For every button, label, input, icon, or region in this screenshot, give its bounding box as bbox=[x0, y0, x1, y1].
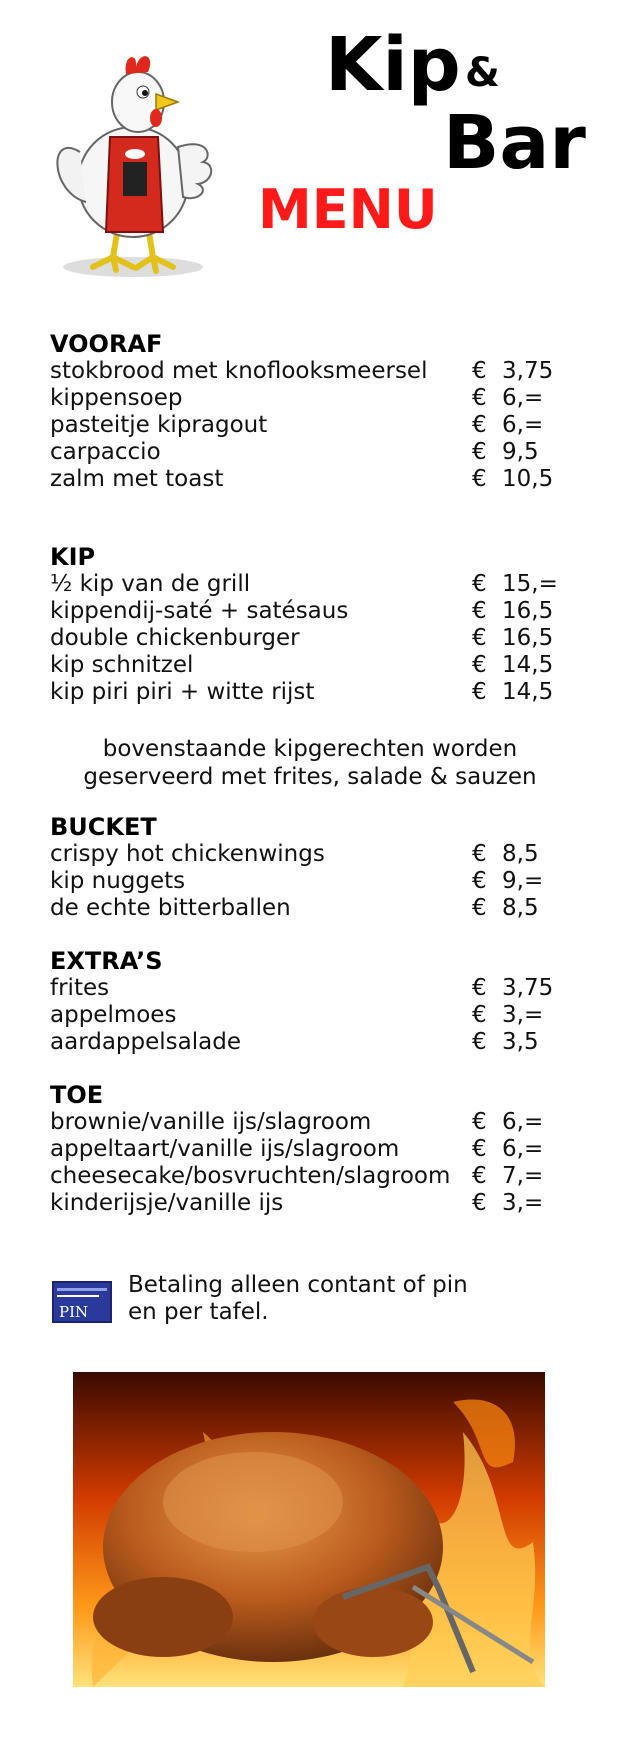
menu-item bbox=[50, 1163, 570, 1190]
item-price: 6,= bbox=[502, 412, 544, 438]
item-price: 15,= bbox=[502, 571, 558, 597]
item-name: kippendij-saté + satésaus bbox=[50, 598, 349, 624]
item-name: kip nuggets bbox=[50, 868, 186, 894]
item-price: 3,= bbox=[502, 1190, 544, 1216]
item-price: 10,5 bbox=[502, 466, 554, 492]
item-name: kinderijsje/vanille ijs bbox=[50, 1190, 284, 1216]
section-kip bbox=[50, 543, 570, 706]
chicken-mascot-logo bbox=[38, 42, 238, 282]
item-price: 9,= bbox=[502, 868, 544, 894]
item-price: 3,75 bbox=[502, 975, 554, 1001]
item-price: 3,= bbox=[502, 1002, 544, 1028]
menu-item bbox=[50, 358, 570, 385]
payment-notice bbox=[128, 1272, 548, 1326]
title-bar: Bar bbox=[443, 100, 586, 186]
item-name: crispy hot chickenwings bbox=[50, 841, 325, 867]
currency-symbol: € bbox=[472, 571, 487, 597]
item-name: carpaccio bbox=[50, 439, 161, 465]
item-name: cheesecake/bosvruchten/slagroom bbox=[50, 1163, 451, 1189]
roast-chicken-photo bbox=[73, 1372, 545, 1687]
item-name: kip piri piri + witte rijst bbox=[50, 679, 315, 705]
menu-item bbox=[50, 439, 570, 466]
item-price: 16,5 bbox=[502, 598, 554, 624]
currency-symbol: € bbox=[472, 466, 487, 492]
item-name: appelmoes bbox=[50, 1002, 177, 1028]
note-line: bovenstaande kipgerechten worden bbox=[102, 736, 518, 762]
section-extras bbox=[50, 947, 570, 1056]
currency-symbol: € bbox=[472, 385, 487, 411]
currency-symbol: € bbox=[472, 841, 487, 867]
currency-symbol: € bbox=[472, 1163, 487, 1189]
item-name: frites bbox=[50, 975, 110, 1001]
menu-item bbox=[50, 1029, 570, 1056]
item-price: 8,5 bbox=[502, 841, 539, 867]
menu-item bbox=[50, 895, 570, 922]
pin-card-icon bbox=[52, 1281, 112, 1323]
currency-symbol: € bbox=[472, 625, 487, 651]
section-toe bbox=[50, 1081, 570, 1217]
section-title: VOORAF bbox=[50, 330, 163, 358]
currency-symbol: € bbox=[472, 1190, 487, 1216]
currency-symbol: € bbox=[472, 1002, 487, 1028]
menu-item bbox=[50, 466, 570, 493]
item-name: brownie/vanille ijs/slagroom bbox=[50, 1109, 372, 1135]
section-title: KIP bbox=[50, 543, 96, 571]
item-price: 7,= bbox=[502, 1163, 544, 1189]
item-name: kippensoep bbox=[50, 385, 183, 411]
item-price: 8,5 bbox=[502, 895, 539, 921]
menu-item bbox=[50, 975, 570, 1002]
item-price: 14,5 bbox=[502, 652, 554, 678]
menu-heading: MENU bbox=[258, 178, 438, 241]
currency-symbol: € bbox=[472, 1136, 487, 1162]
currency-symbol: € bbox=[472, 358, 487, 384]
item-name: ½ kip van de grill bbox=[50, 571, 251, 597]
currency-symbol: € bbox=[472, 439, 487, 465]
item-price: 3,75 bbox=[502, 358, 554, 384]
currency-symbol: € bbox=[472, 868, 487, 894]
menu-item bbox=[50, 1136, 570, 1163]
section-bucket bbox=[50, 813, 570, 922]
section-title: EXTRA’S bbox=[50, 947, 163, 975]
item-name: pasteitje kipragout bbox=[50, 412, 268, 438]
menu-item bbox=[50, 1002, 570, 1029]
title-kip: Kip bbox=[325, 22, 461, 108]
menu-item bbox=[50, 679, 570, 706]
item-price: 6,= bbox=[502, 1109, 544, 1135]
item-price: 16,5 bbox=[502, 625, 554, 651]
section-title: BUCKET bbox=[50, 813, 157, 841]
section-title: TOE bbox=[50, 1081, 104, 1109]
side-dish-note bbox=[50, 735, 570, 791]
currency-symbol: € bbox=[472, 1109, 487, 1135]
menu-item bbox=[50, 841, 570, 868]
pin-icon-label: PIN bbox=[59, 1303, 89, 1321]
item-price: 3,5 bbox=[502, 1029, 539, 1055]
menu-item bbox=[50, 598, 570, 625]
currency-symbol: € bbox=[472, 652, 487, 678]
menu-item bbox=[50, 625, 570, 652]
payment-line: Betaling alleen contant of pin bbox=[128, 1272, 468, 1298]
section-vooraf bbox=[50, 330, 570, 493]
item-name: aardappelsalade bbox=[50, 1029, 241, 1055]
item-name: stokbrood met knoflooksmeersel bbox=[50, 358, 428, 384]
currency-symbol: € bbox=[472, 895, 487, 921]
item-name: de echte bitterballen bbox=[50, 895, 291, 921]
item-price: 6,= bbox=[502, 385, 544, 411]
currency-symbol: € bbox=[472, 412, 487, 438]
menu-item bbox=[50, 1109, 570, 1136]
payment-line: en per tafel. bbox=[128, 1299, 269, 1325]
item-name: kip schnitzel bbox=[50, 652, 194, 678]
item-name: zalm met toast bbox=[50, 466, 224, 492]
currency-symbol: € bbox=[472, 975, 487, 1001]
item-price: 9,5 bbox=[502, 439, 539, 465]
currency-symbol: € bbox=[472, 1029, 487, 1055]
menu-item bbox=[50, 652, 570, 679]
menu-item bbox=[50, 412, 570, 439]
menu-item bbox=[50, 868, 570, 895]
menu-item bbox=[50, 385, 570, 412]
menu-item bbox=[50, 571, 570, 598]
item-name: double chickenburger bbox=[50, 625, 300, 651]
note-line: geserveerd met frites, salade & sauzen bbox=[83, 764, 537, 790]
item-price: 14,5 bbox=[502, 679, 554, 705]
menu-item bbox=[50, 1190, 570, 1217]
item-name: appeltaart/vanille ijs/slagroom bbox=[50, 1136, 400, 1162]
item-price: 6,= bbox=[502, 1136, 544, 1162]
title-ampersand: & bbox=[465, 50, 500, 96]
currency-symbol: € bbox=[472, 679, 487, 705]
currency-symbol: € bbox=[472, 598, 487, 624]
